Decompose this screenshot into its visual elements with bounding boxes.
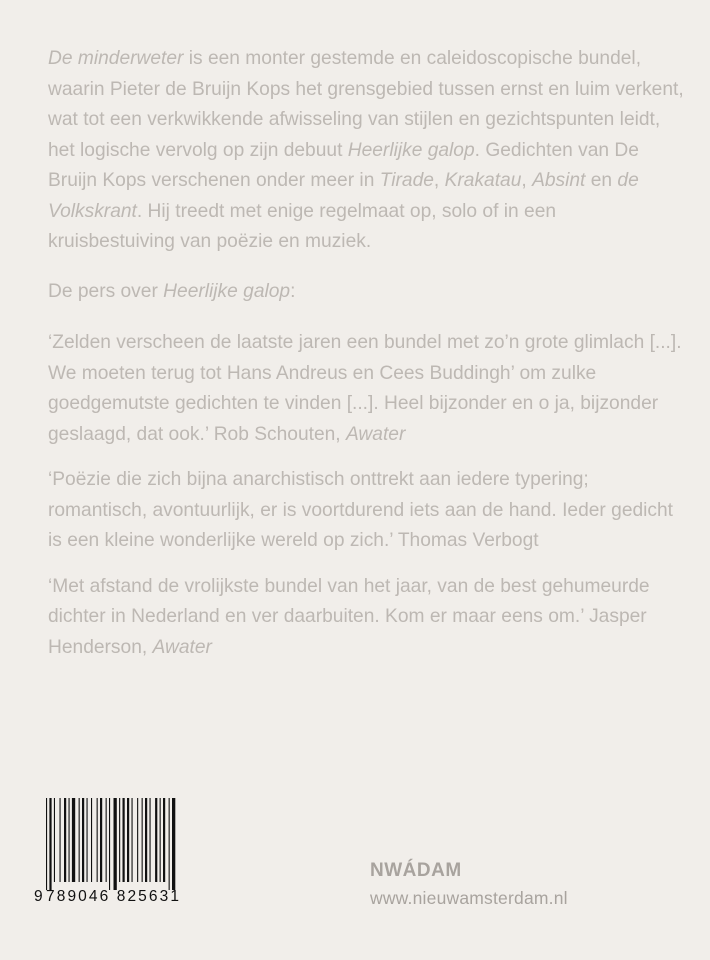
- barcode-bar: [72, 798, 75, 882]
- barcode-bar: [46, 798, 47, 890]
- barcode-bar: [127, 798, 129, 882]
- barcode-bar: [109, 798, 110, 890]
- barcode-bar: [87, 798, 88, 882]
- barcode-bar: [82, 798, 84, 882]
- barcode-bar: [91, 798, 92, 882]
- barcode-bar: [79, 798, 80, 882]
- barcode-bar: [60, 798, 61, 882]
- back-cover-text: [48, 44, 688, 678]
- barcode-bar: [100, 798, 102, 882]
- barcode-bar: [172, 798, 175, 890]
- barcode-bar: [132, 798, 133, 882]
- press-quote: ‘Met afstand de vrolijkste bundel van het jaar, van de best gehumeurde dichter in Nederland en ver daarbuiten. Kom er maar eens om.’ Jasper Henderson, Awater: [48, 575, 650, 658]
- publisher-website: www.nieuwamsterdam.nl: [370, 888, 568, 908]
- barcode-bar: [69, 798, 70, 882]
- book-title: De minderweter: [48, 48, 184, 69]
- barcode-bar: [123, 798, 125, 882]
- barcode-bar: [142, 798, 143, 882]
- barcode-bar: [114, 798, 117, 890]
- barcode-bar: [64, 798, 66, 882]
- barcode-bar: [155, 798, 157, 882]
- barcode-bar: [160, 798, 161, 882]
- barcode: [34, 798, 182, 890]
- barcode-bar: [150, 798, 151, 882]
- debut-title: Heerlijke galop: [347, 139, 475, 161]
- barcode-bar: [137, 798, 138, 882]
- publisher-logo: NWÁDAM: [370, 860, 462, 881]
- barcode-bar: [145, 798, 147, 882]
- press-quote: ‘Zelden verscheen de laatste jaren een bundel met zo’n grote glimlach [...]. We moeten terug tot Hans Andreus en Cees Buddingh’ om zulke goedgemutste gedichten te vinden [...]. Heel bijzonder en o ja, bijzonder geslaagd, dat ook.’ Rob Schouten, Awater: [48, 332, 682, 445]
- press-heading: De pers over Heerlijke galop:: [48, 280, 296, 302]
- barcode-bar: [169, 798, 170, 890]
- barcode-bar: [119, 798, 120, 882]
- barcode-bar: [97, 798, 98, 882]
- isbn-first-digit: 9: [34, 888, 43, 905]
- barcode-bar: [163, 798, 165, 882]
- press-quote: ‘Poëzie die zich bijna anarchistisch onttrekt aan iedere typering; romantisch, avontuurlijk, er is voortdurend iets aan de hand. Ieder gedicht is een kleine wonderlijke wereld op zich.’ Thomas Verbogt: [48, 469, 674, 551]
- barcode-bar: [49, 798, 51, 890]
- isbn-number: 789046 825631: [46, 888, 182, 905]
- barcode-bar: [54, 798, 55, 882]
- book-blurb: De minderweter is een monter gestemde en caleidoscopische bundel, waarin Pieter de Bruijn Kops het grensgebied tussen ernst en luim verkent, wat tot een verkwikkende afwisseling van stijlen en gezichtspunten leidt, het logische vervolg op zijn debuut Heerlijke galop. Gedichten van De Bruijn Kops verschenen onder meer in Tirade, Krakatau, Absint en de Volkskrant. Hij treedt met enige regelmaat op, solo of in een kruisbestuiving van poëzie en muziek.: [48, 48, 684, 252]
- barcode-bar: [106, 798, 107, 882]
